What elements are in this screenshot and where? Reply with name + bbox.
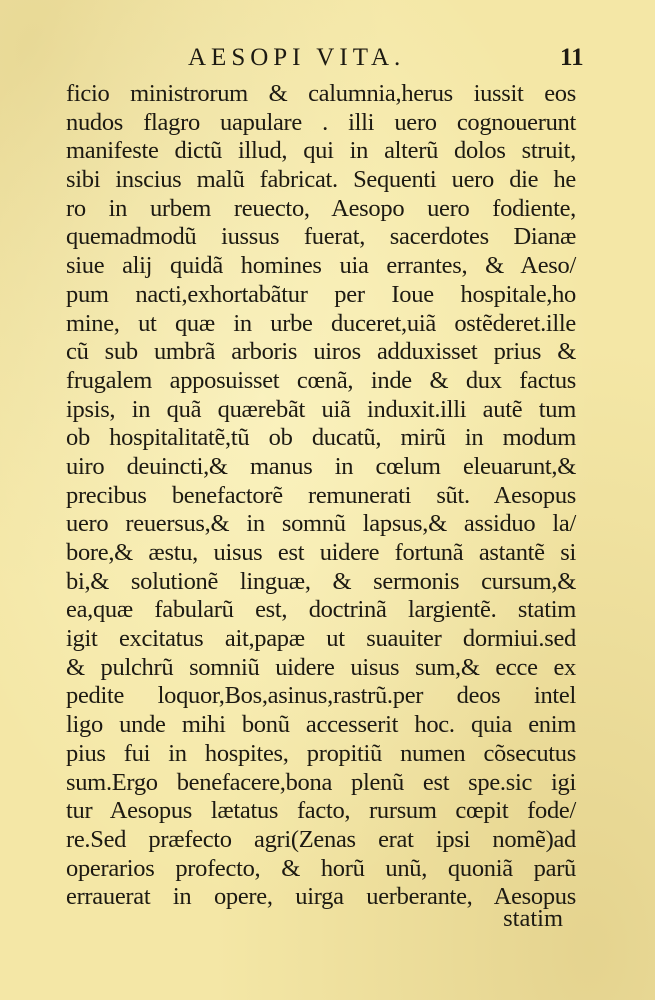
text-line: sibi inscius malũ fabricat. Sequenti uero die he	[66, 166, 576, 194]
text-line: ea,quæ fabularũ est, doctrinã largientẽ. statim	[66, 596, 576, 624]
text-line: re.Sed præfecto agri(Zenas erat ipsi nomẽ)ad	[66, 825, 576, 853]
text-line: pum nacti,exhortabãtur per Ioue hospitale,ho	[66, 280, 576, 308]
text-line: ligo unde mihi bonũ accesserit hoc. quia enim	[66, 711, 576, 739]
text-line: quemadmodũ iussus fuerat, sacerdotes Dianæ	[66, 223, 576, 251]
text-line: bore,& æstu, uisus est uidere fortunã astantẽ si	[66, 539, 576, 566]
page-number: 11	[560, 44, 584, 71]
text-line: pius fui in hospites, propitiũ numen cõsecutus	[66, 739, 576, 767]
body-text	[66, 80, 576, 912]
text-line: mine, ut quæ in urbe duceret,uiã ostẽderet.ille	[66, 309, 576, 337]
text-line: igit excitatus ait,papæ ut suauiter dormiui.sed	[66, 625, 576, 653]
catchword: statim	[503, 905, 563, 932]
text-line: ficio ministrorum & calumnia,herus iussit eos	[66, 80, 576, 107]
text-line: uero reuersus,& in somnũ lapsus,& assiduo la/	[66, 510, 576, 538]
text-line: ipsis, in quã quærebãt uiã induxit.illi autẽ tum	[66, 395, 576, 423]
text-line: nudos flagro uapulare . illi uero cognouerunt	[66, 108, 576, 136]
running-title: AESOPI VITA.	[188, 44, 406, 71]
text-line: & pulchrũ somniũ uidere uisus sum,& ecce ex	[66, 653, 576, 681]
text-line: sum.Ergo benefacere,bona plenũ est spe.sic igi	[66, 768, 576, 796]
text-line: cũ sub umbrã arboris uiros adduxisset prius &	[66, 338, 576, 366]
text-line: operarios profecto, & horũ unũ, quoniã parũ	[66, 854, 576, 882]
catchword-row	[66, 904, 563, 934]
running-head	[0, 42, 655, 74]
text-line: ro in urbem reuecto, Aesopo uero fodiente,	[66, 194, 576, 222]
text-line: uiro deuincti,& manus in cœlum eleuarunt,&	[66, 452, 576, 480]
text-line: frugalem apposuisset cœnã, inde & dux factus	[66, 366, 576, 394]
text-line: bi,& solutionẽ linguæ, & sermonis cursum,&	[66, 567, 576, 595]
text-line: siue alij quidã homines uia errantes, & Aeso/	[66, 252, 576, 280]
text-line: pedite loquor,Bos,asinus,rastrũ.per deos intel	[66, 682, 576, 710]
text-line: tur Aesopus lætatus facto, rursum cœpit fode/	[66, 797, 576, 825]
text-line: precibus benefactorẽ remunerati sũt. Aesopus	[66, 481, 576, 509]
text-line: ob hospitalitatẽ,tũ ob ducatũ, mirũ in modum	[66, 424, 576, 452]
text-line: manifeste dictũ illud, qui in alterũ dolos struit,	[66, 137, 576, 165]
text-line: errauerat in opere, uirga uerberante, Aesopus	[66, 883, 576, 911]
